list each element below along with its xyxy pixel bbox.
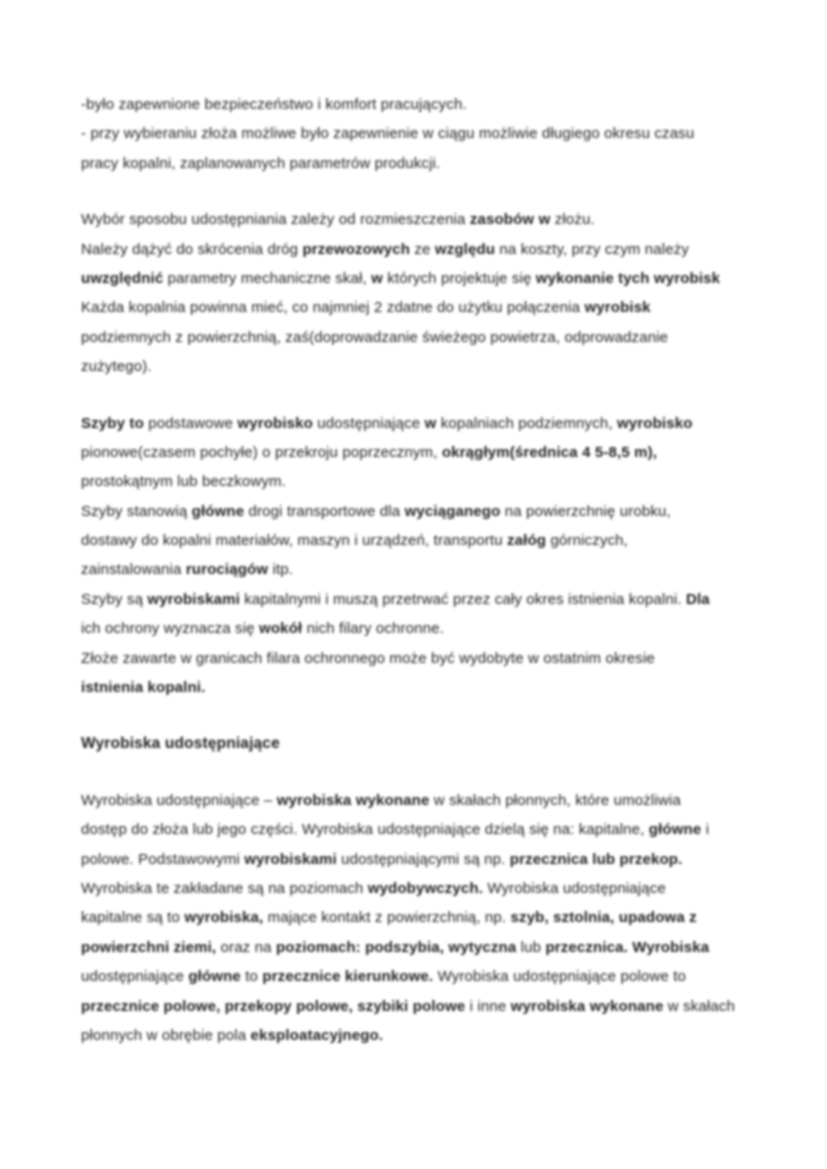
text-segment: kapitalne są to (81, 909, 185, 927)
text-line (81, 614, 746, 643)
bold-text-segment: względu (434, 240, 496, 258)
bold-text-segment: Wyrobiska udostępniające (81, 735, 280, 753)
text-line (81, 874, 746, 903)
text-segment: ich ochrony wyznacza się (81, 620, 259, 638)
text-segment: dostęp do złoża lub jego części. Wyrobiska udostępniające dzielą się na: kapitalne, (81, 821, 649, 839)
bold-text-segment: rurociągów (185, 561, 269, 579)
text-segment: parametry mechaniczne skał, (163, 269, 372, 287)
bold-text-segment: główne (648, 821, 702, 839)
bold-text-segment: wyrobisk (584, 299, 651, 317)
text-segment: prostokątnym lub beczkowym. (81, 473, 286, 491)
text-line (81, 90, 746, 119)
text-segment: Złoże zawarte w granicach filara ochronnego może być wydobyte w ostatnim okresie (81, 649, 655, 667)
text-segment: i inne (465, 997, 511, 1015)
text-line (81, 992, 746, 1021)
bold-text-segment: Dla (685, 590, 710, 608)
text-segment: górniczych, (546, 532, 628, 550)
text-segment: na koszty, przy czym należy (495, 240, 690, 258)
bold-text-segment: szybiki polowe (357, 997, 466, 1015)
text-line (81, 786, 746, 815)
document-content (81, 90, 746, 1050)
bold-text-segment: istnienia kopalni. (81, 679, 206, 697)
text-segment: itp. (268, 561, 294, 579)
text-segment: Wyrobiska udostępniające polowe to (433, 968, 687, 986)
text-line (81, 815, 746, 844)
text-line (81, 467, 746, 496)
bold-text-segment: wokół (259, 620, 303, 638)
bold-text-segment: wyrobisko (237, 414, 313, 432)
text-segment: złożu. (550, 211, 595, 229)
text-segment: Szyby są (81, 590, 148, 608)
text-line (81, 235, 746, 264)
text-line (81, 119, 746, 148)
text-line (81, 585, 746, 614)
bold-text-segment: przewozowych (302, 240, 411, 258)
text-line (81, 526, 746, 555)
text-line (81, 933, 746, 962)
text-segment: udostępniające (312, 414, 425, 432)
text-segment: i (701, 821, 710, 839)
section-heading (81, 729, 746, 758)
text-segment: udostępniające (81, 968, 189, 986)
text-segment: lub (516, 938, 546, 956)
text-segment: nich filary ochronne. (302, 620, 444, 638)
text-segment: płonnych w obrębie pola (81, 1026, 251, 1044)
text-line (81, 845, 746, 874)
bold-text-segment: wyrobisko (616, 414, 693, 432)
paragraph (81, 644, 746, 703)
text-line (81, 149, 746, 178)
bold-text-segment: w (424, 414, 437, 432)
text-line (81, 409, 746, 438)
text-line (81, 205, 746, 234)
text-line (81, 555, 746, 584)
text-segment: podziemnych z powierzchnią, zaś(doprowadzanie świeżego powietrza, odprowadzanie (81, 328, 669, 346)
text-line (81, 1021, 746, 1050)
text-segment: Wybór sposobu udostępniania zależy od rozmieszczenia (81, 211, 470, 229)
text-segment: dostawy do kopalni materiałów, maszyn i urządzeń, transportu (81, 532, 508, 550)
bold-text-segment: szyb, sztolnia, upadowa z (510, 909, 697, 927)
bold-text-segment: eksploatacyjnego. (250, 1026, 384, 1044)
text-segment: polowe. Podstawowymi (81, 850, 245, 868)
text-segment: kopalniach podziemnych, (436, 414, 617, 432)
text-segment: na powierzchnię urobku, (500, 502, 671, 520)
text-line (81, 438, 746, 467)
bold-text-segment: wyrobiska, (184, 909, 264, 927)
paragraph (81, 585, 746, 644)
bold-text-segment: poziomach: podszybia, wytyczna (275, 938, 517, 956)
text-line (81, 497, 746, 526)
text-segment: w skałach płonnych, które umożliwia (429, 791, 681, 809)
text-segment: drogi transportowe dla (244, 502, 405, 520)
text-segment: kapitalnymi i muszą przetrwać przez cały okres istnienia kopalni. (239, 590, 686, 608)
text-segment: mające kontakt z powierzchnią, np. (263, 909, 511, 927)
text-segment: Wyrobiska te zakładane są na poziomach (81, 879, 368, 897)
text-segment: zużytego). (81, 358, 152, 376)
text-segment: to (240, 968, 263, 986)
bold-text-segment: wyrobiskami (147, 590, 240, 608)
text-segment: pionowe(czasem pochyłe) o przekroju poprzecznym, (81, 443, 442, 461)
bold-text-segment: załóg (507, 532, 547, 550)
text-segment: których projektuje się (382, 269, 536, 287)
text-segment: oraz na (216, 938, 276, 956)
text-segment: w skałach (663, 997, 735, 1015)
bold-text-segment: okrągłym(średnica 4 5-8,5 m), (441, 443, 658, 461)
paragraph (81, 786, 746, 1051)
bold-text-segment: wydobywczych. (367, 879, 484, 897)
text-segment: Należy dążyć do skrócenia dróg (81, 240, 303, 258)
text-segment: Wyrobiska udostępniające (483, 879, 666, 897)
text-segment: -było zapewnione bezpieczeństwo i komfort pracujących. (81, 96, 467, 113)
bold-text-segment: główne (191, 502, 245, 520)
text-line (81, 352, 746, 381)
text-segment: Każda kopalnia powinna mieć, co najmniej 2 zdatne do użytku połączenia (81, 299, 585, 317)
paragraph (81, 409, 746, 497)
bold-text-segment: przecznice kierunkowe. (262, 968, 434, 986)
bold-text-segment: wyrobiskami (244, 850, 337, 868)
bold-text-segment: w (371, 269, 383, 287)
bold-text-segment: wykonanie tych wyrobisk (535, 269, 721, 287)
bold-text-segment: powierzchni ziemi, (81, 938, 217, 956)
paragraph (81, 497, 746, 585)
text-segment: - przy wybieraniu złoża możliwe było zapewnienie w ciągu możliwie długiego okresu czasu (81, 125, 695, 143)
text-segment: ze (410, 240, 435, 258)
paragraph (81, 90, 746, 178)
text-line (81, 903, 746, 932)
text-line (81, 264, 746, 293)
bold-text-segment: zasobów w (469, 211, 551, 229)
bold-text-segment: wyrobiska wykonane (510, 997, 664, 1015)
bold-text-segment: wyciąganego (404, 502, 501, 520)
text-line (81, 962, 746, 991)
text-segment: pracy kopalni, zaplanowanych parametrów produkcji. (81, 154, 441, 172)
bold-text-segment: przecznica. Wyrobiska (545, 938, 710, 956)
text-segment: podstawowe (143, 414, 238, 432)
text-segment: Wyrobiska udostępniające – (81, 791, 277, 809)
bold-text-segment: główne (188, 968, 241, 986)
paragraph (81, 205, 746, 381)
text-segment: udostępniającymi są np. (336, 850, 510, 868)
bold-text-segment: wyrobiska wykonane (276, 791, 430, 809)
bold-text-segment: przecznica lub przekop. (509, 850, 683, 868)
text-segment: zainstalowania (81, 561, 186, 579)
text-line (81, 673, 746, 702)
text-line (81, 644, 746, 673)
bold-text-segment: uwzględnić (81, 269, 164, 287)
bold-text-segment: Szyby to (81, 414, 144, 432)
text-line (81, 729, 746, 758)
text-line (81, 293, 746, 322)
bold-text-segment: przecznice polowe, przekopy polowe, (81, 997, 353, 1015)
text-segment: Szyby stanowią (81, 502, 192, 520)
text-line (81, 323, 746, 352)
